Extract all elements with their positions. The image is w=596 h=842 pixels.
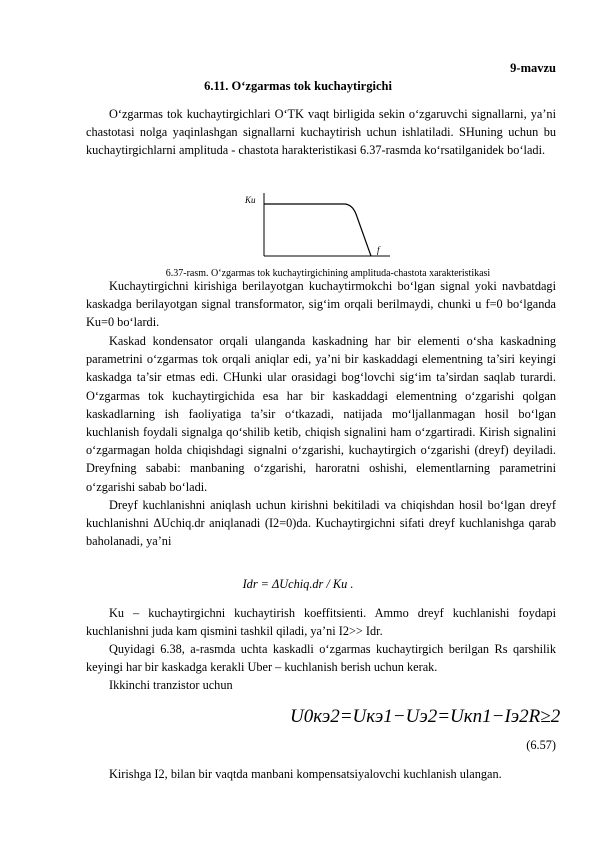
x-axis-label: f <box>377 245 380 255</box>
section-heading: 6.11. O‘zgarmas tok kuchaytirgichi <box>204 79 392 93</box>
figure-caption: 6.37-rasm. O‘zgarmas tok kuchaytirgichining amplituda-chastota xarakteristikasi <box>165 268 491 279</box>
paragraph-three-stage: Quyidagi 6.38, a-rasmda uchta kaskadli o‘zgarmas kuchaytirgich berilgan Rs qarshilik keyingi har bir kaskadga kerakli Uber – kuchlanish berish uchun kerak. <box>86 642 556 675</box>
y-axis-label: Ku <box>245 195 256 205</box>
formula-voltage: U0кэ2=Uкэ1−Uэ2=Uкп1−Iэ2R≥2 <box>290 706 561 727</box>
paragraph-gain: Ku – kuchaytirgichni kuchaytirish koeffitsienti. Ammo dreyf kuchlanishi foydapi kuchlanishni juda kam qismini tashkil qiladi, ya’ni I2>> Idr. <box>86 606 556 639</box>
paragraph-intro: O‘zgarmas tok kuchaytirgichlari O‘TK vaqt birligida sekin o‘zgaruvchi signallarni, ya’ni chastotasi nolga yaqinlashgan signallarni kuchaytirish uchun ishlatiladi. SHuning uchun bu kuchaytirgichlarni amplituda - chastota harakteristikasi 6.37-rasmda ko‘rsatilganidek bo‘ladi. <box>86 107 556 158</box>
topic-label: 9-mavzu <box>510 61 556 75</box>
paragraph-drift: Dreyf kuchlanishni aniqlash uchun kirishni bekitiladi va chiqishdan hosil bo‘lgan dreyf kuchlanishni ΔUchiq.dr aniqlanadi (I2=0)da. Kuchaytirgichni sifati dreyf kuchlanishga qarab baholanadi, ya’ni <box>86 498 556 549</box>
paragraph-compensation: Kirishga I2, bilan bir vaqtda manbani kompensatsiyalovchi kuchlanish ulangan. <box>109 767 502 781</box>
response-curve <box>264 204 371 256</box>
formula-drift: Idr = ΔUchiq.dr / Ku . <box>242 577 354 591</box>
paragraph-second-transistor: Ikkinchi tranzistor uchun <box>109 678 233 692</box>
paragraph-signal: Kuchaytirgichni kirishiga berilayotgan kuchaytirmokchi bo‘lgan signal yoki navbatdagi kaskadga berilayotgan signal transformator, sig‘im orqali berilmaydi, chunki u f=0 bo‘lganda Ku=0 bo‘lardi. <box>86 279 556 330</box>
equation-number: (6.57) <box>526 738 556 752</box>
paragraph-cascade: Kaskad kondensator orqali ulanganda kaskadning har bir elementi o‘sha kaskadning parametrini o‘zgarmas tok orqali aniqlar edi, ya’ni bir kaskaddagi elementning ta’siri keyingi kaskadga ta’sir etmas edi. CHunki ular orasidagi bog‘lovchi sig‘im ta’sirdan saqlab turardi. O‘zgarmas tok kuchaytirgichida esa har bir kaskaddagi elementning o‘zgarishi qolgan kaskadlarning ish faoliyatiga ta’sir o‘tkazadi, natijada mo‘ljallanmagan hosil bo‘lgan kuchlanish foydali signalga qo‘shilib ketib, chiqish signalini ham o‘zgartiradi. Kirish signalini o‘zgarmagan holda chiqishdagi signalni o‘zgarishi, kuchaytirgich o‘zgarishi (dreyf) deyiladi. Dreyfning sababi: manbaning o‘zgarishi, haroratni oshishi, elementlarning parametrini o‘zgarishi sabab bo‘ladi. <box>86 334 556 494</box>
frequency-response-figure <box>244 190 394 262</box>
